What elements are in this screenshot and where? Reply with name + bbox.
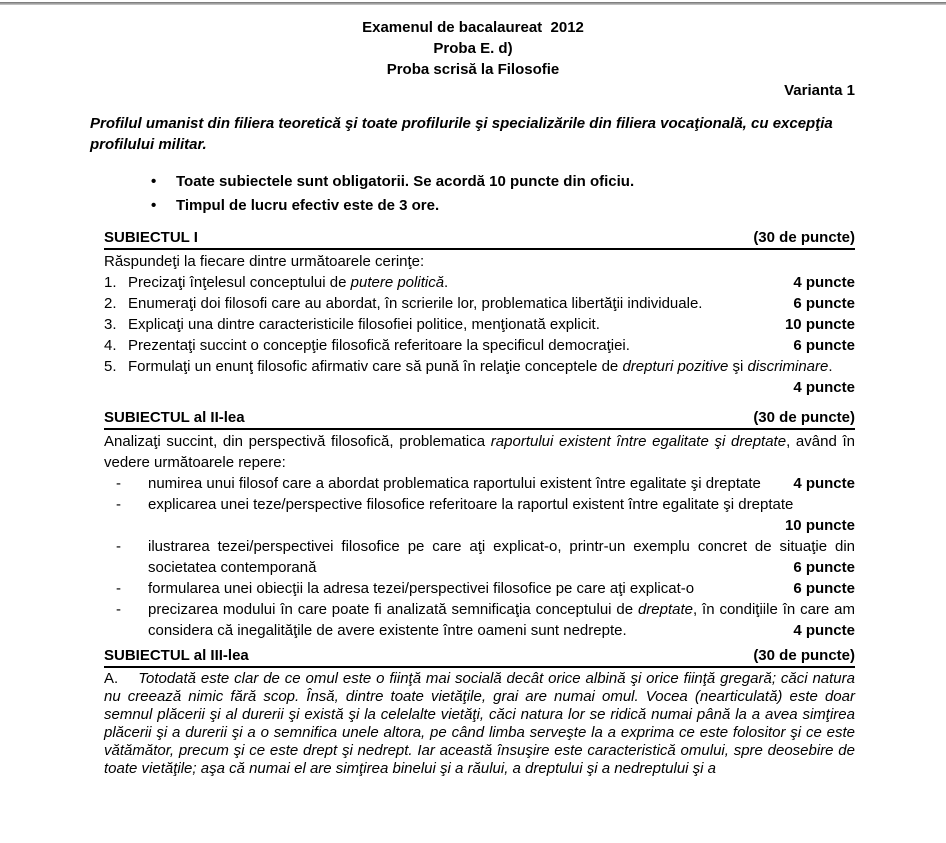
text-run: , având în vedere următoarele repere: <box>104 433 855 471</box>
item-marker: 1. <box>104 274 117 291</box>
points-value: 6 puncte <box>793 295 855 312</box>
item-text <box>148 578 855 599</box>
points-value: 4 puncte <box>793 379 855 396</box>
points-value: 6 puncte <box>793 580 855 597</box>
item-marker: 4. <box>104 337 117 354</box>
philosophy-passage <box>104 670 855 778</box>
bullet-icon: • <box>151 173 157 190</box>
section-title: SUBIECTUL al III-lea <box>104 647 249 664</box>
item-text <box>148 599 855 641</box>
text-run: Răspundeţi la fiecare dintre următoarele cerinţe: <box>104 253 425 270</box>
item-marker: - <box>116 496 121 513</box>
section-points: (30 de puncte) <box>753 647 855 664</box>
list-item <box>104 272 855 293</box>
item-marker: 3. <box>104 316 117 333</box>
italic-text-run: dreptate <box>637 601 693 618</box>
list-item <box>104 335 855 356</box>
text-run: Precizaţi înţelesul conceptului de <box>128 274 351 291</box>
section-subiectul-3 <box>104 645 855 778</box>
italic-text-run: drepturi pozitive <box>622 358 729 375</box>
italic-text-run: raportului existent între egalitate şi dreptate <box>490 433 787 450</box>
item-marker: 2. <box>104 295 117 312</box>
text-run: Formulaţi un enunţ filosofic afirmativ care să pună în relaţie conceptele de <box>128 358 623 375</box>
exam-proba-line: Proba E. d) <box>433 40 513 57</box>
text-run: numirea unui filosof care a abordat problematica raportului existent între egalitate şi dreptate <box>148 475 761 492</box>
text-run: Enumeraţi doi filosofi care au abordat, în scrierile lor, problematica libertăţii individuale. <box>128 295 703 312</box>
bullet-list <box>151 170 946 218</box>
bullet-text: Toate subiectele sunt obligatorii. Se acordă 10 puncte din oficiu. <box>176 173 635 190</box>
section-title: SUBIECTUL al II-lea <box>104 409 245 426</box>
list-item <box>104 314 855 335</box>
points-value: 4 puncte <box>793 475 855 492</box>
bullet-icon: • <box>151 197 157 214</box>
item-text <box>128 335 855 356</box>
item-text <box>128 293 855 314</box>
text-run: ilustrarea tezei/perspectivei filosofice pe care aţi explicat-o, printr-un exemplu concret de situaţie din societatea contemporană <box>148 538 855 576</box>
section-points: (30 de puncte) <box>753 409 855 426</box>
section-header <box>104 227 855 250</box>
text-run: Analizaţi succint, din perspectivă filosofică, problematica <box>104 433 491 450</box>
item-marker: - <box>116 475 121 492</box>
text-run: precizarea modului în care poate fi analizată semnificaţia conceptului de <box>148 601 638 618</box>
section-title: SUBIECTUL I <box>104 229 198 246</box>
passage-label: A. <box>104 670 119 687</box>
item-text <box>148 473 855 494</box>
bullet-item <box>151 194 946 218</box>
item-marker: 5. <box>104 358 117 375</box>
item-text <box>148 494 855 536</box>
document-body <box>104 227 855 778</box>
list-item <box>116 599 855 641</box>
item-marker: - <box>116 580 121 597</box>
top-divider-rule <box>0 2 946 5</box>
text-run: formularea unei obiecţii la adresa tezei/perspectivei filosofice pe care aţi explicat-o <box>148 580 695 597</box>
text-run: şi <box>728 358 748 375</box>
passage-text: Totodată este clar de ce omul este o fiinţă mai socială decât orice albină şi orice fiinţă gregară; căci natura nu creează nimic fără scop. Însă, dintre toate vietăţile, grai are numai omul. Vocea (nearticulată) este doar semnul plăcerii şi al durerii şi există şi la celelalte vietăţi, căci natura lor se ridică numai până la a avea simţirea plăcerii şi a durerii şi a o semnifica unele altora, pe când limba serveşte la a exprima ce este folositor şi ce este vătămător, precum şi ce este drept şi nedrept. Iar această însuşire este caracteristică omului, spre deosebire de toate vietăţile; aşa că numai el are simţirea binelui şi a răului, a dreptului şi a nedreptului şi a <box>104 670 855 777</box>
item-text <box>148 536 855 578</box>
numbered-item-list <box>104 272 855 398</box>
text-run: . <box>828 358 833 375</box>
bullet-text: Timpul de lucru efectiv este de 3 ore. <box>176 197 440 214</box>
list-item <box>116 494 855 536</box>
section-subiectul-1 <box>104 227 855 398</box>
section-header <box>104 645 855 668</box>
text-run: Explicaţi una dintre caracteristicile filosofiei politice, menţionată explicit. <box>128 316 600 333</box>
item-text <box>128 356 855 398</box>
list-item <box>116 473 855 494</box>
list-item <box>116 536 855 578</box>
italic-text-run: putere politică <box>350 274 445 291</box>
variant-label: Varianta 1 <box>784 82 855 99</box>
list-item <box>104 356 855 398</box>
section-points: (30 de puncte) <box>753 229 855 246</box>
dash-item-list <box>116 473 855 641</box>
exam-title-line: Examenul de bacalaureat 2012 <box>362 19 584 36</box>
section-subiectul-2 <box>104 407 855 641</box>
italic-text-run: discriminare <box>747 358 829 375</box>
section-lead <box>104 431 855 473</box>
points-value: 6 puncte <box>793 559 855 576</box>
text-run: explicarea unei teze/perspective filosofice referitoare la raportul existent între egalitate şi dreptate <box>148 496 794 513</box>
document-header <box>0 0 946 80</box>
points-value: 10 puncte <box>784 517 855 534</box>
points-value: 4 puncte <box>793 622 855 639</box>
text-run: , în condiţiile în care am considera că inegalităţile de avere existente între oameni sunt nedrepte. <box>148 601 855 639</box>
points-value: 10 puncte <box>784 316 855 333</box>
section-header <box>104 407 855 430</box>
list-item <box>116 578 855 599</box>
profile-intro-paragraph: Profilul umanist din filiera teoretică şi toate profilurile şi specializările din filiera vocaţională, cu excepţia profilului militar. <box>90 115 833 153</box>
item-text <box>128 272 855 293</box>
text-run: Prezentaţi succint o concepţie filosofică referitoare la specificul democraţiei. <box>128 337 630 354</box>
bullet-item <box>151 170 946 194</box>
points-value: 6 puncte <box>793 337 855 354</box>
list-item <box>104 293 855 314</box>
text-run: . <box>444 274 449 291</box>
item-marker: - <box>116 601 121 618</box>
exam-subject-line: Proba scrisă la Filosofie <box>386 61 560 78</box>
points-value: 4 puncte <box>793 274 855 291</box>
item-text <box>128 314 855 335</box>
item-marker: - <box>116 538 121 555</box>
section-lead <box>104 251 855 272</box>
